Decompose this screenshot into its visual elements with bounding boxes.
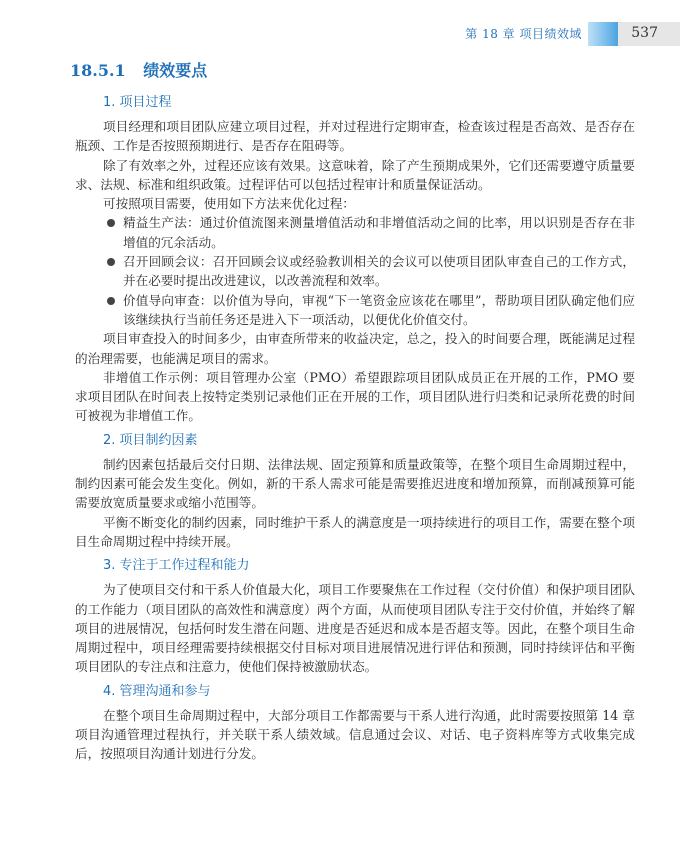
- paragraph: 可按照项目需要，使用如下方法来优化过程：: [103, 196, 355, 212]
- bullet-item: [75, 213, 635, 252]
- heading-communication-engagement: 4. 管理沟通和参与: [103, 683, 211, 699]
- paragraph: 除了有效率之外，过程还应该有效果。这意味着，除了产生预期成果外，它们还需要遵守质量要求、法规、标准和组织政策。过程评估可以包括过程审计和质量保证活动。: [75, 157, 635, 192]
- page-number: 537: [631, 25, 658, 41]
- paragraph: 在整个项目生命周期过程中，大部分项目工作都需要与干系人进行沟通，此时需要按照第 14 章项目沟通管理过程执行，并关联干系人绩效域。信息通过会议、对话、电子资料库等方式收集完成后，按照项目沟通计划进行分发。: [75, 707, 635, 762]
- paragraph: 非增值工作示例：项目管理办公室（PMO）希望跟踪项目团队成员正在开展的工作，PMO 要求项目团队在时间表上按特定类别记录他们正在开展的工作，项目团队进行归类和记录所花费的时间可被视为非增值工作。: [75, 369, 635, 424]
- bullet-item: [75, 291, 635, 330]
- bullet-text: 精益生产法：通过价值流图来测量增值活动和非增值活动之间的比率，用以识别是否存在非增值的冗余活动。: [123, 215, 635, 250]
- paragraph: 平衡不断变化的制约因素，同时维护干系人的满意度是一项持续进行的项目工作，需要在整个项目生命周期过程中持续开展。: [75, 514, 635, 549]
- bullet-dot-icon: [107, 258, 115, 266]
- section-title-text: 绩效要点: [143, 61, 208, 80]
- paragraph: 项目经理和项目团队应建立项目过程，并对过程进行定期审查，检查该过程是否高效、是否存在瓶颈、工作是否按照预期进行、是否存在阻碍等。: [75, 119, 635, 154]
- paragraph: 为了使项目交付和干系人价值最大化，项目工作要聚焦在工作过程（交付价值）和保护项目团队的工作能力（项目团队的高效性和满意度）两个方面，从而使项目团队专注于交付价值，并始终了解项目的进展情况，包括何时发生潜在问题、进度是否延迟和成本是否超支等。因此，在整个项目生命周期过程中，项目经理需要持续根据交付目标对项目进展情况进行评估和预测，同时持续评估和平衡项目团队的专注点和注意力，使他们保持被激励状态。: [75, 582, 635, 675]
- page-header: [0, 22, 680, 46]
- heading-work-process-capability: 3. 专注于工作过程和能力: [103, 558, 250, 574]
- bullet-dot-icon: [107, 297, 115, 305]
- heading-project-constraints: 2. 项目制约因素: [103, 432, 198, 448]
- page-content: [75, 88, 635, 764]
- header-color-bar: [588, 22, 618, 46]
- bullet-text: 召开回顾会议：召开回顾会议或经验教训相关的会议可以使项目团队审查自己的工作方式，并在必要时提出改进建议，以改善流程和效率。: [123, 254, 635, 289]
- paragraph: 项目审查投入的时间多少，由审查所带来的收益决定，总之，投入的时间要合理，既能满足过程的治理需要，也能满足项目的需求。: [75, 331, 635, 366]
- paragraph: 制约因素包括最后交付日期、法律法规、固定预算和质量政策等，在整个项目生命周期过程中，制约因素可能会发生变化。例如，新的干系人需求可能是需要推迟进度和增加预算，而削减预算可能需要放宽质量要求或缩小范围等。: [75, 456, 635, 511]
- bullet-dot-icon: [107, 219, 115, 227]
- heading-project-process: 1. 项目过程: [103, 95, 172, 110]
- chapter-label: 第 18 章 项目绩效域: [465, 27, 582, 41]
- section-title: [70, 58, 207, 81]
- bullet-text: 价值导向审查：以价值为导向，审视“下一笔资金应该花在哪里”，帮助项目团队确定他们应该继续执行当前任务还是进入下一项活动，以便优化价值交付。: [123, 292, 635, 327]
- bullet-item: [75, 252, 635, 291]
- section-number: 18.5.1: [70, 61, 126, 80]
